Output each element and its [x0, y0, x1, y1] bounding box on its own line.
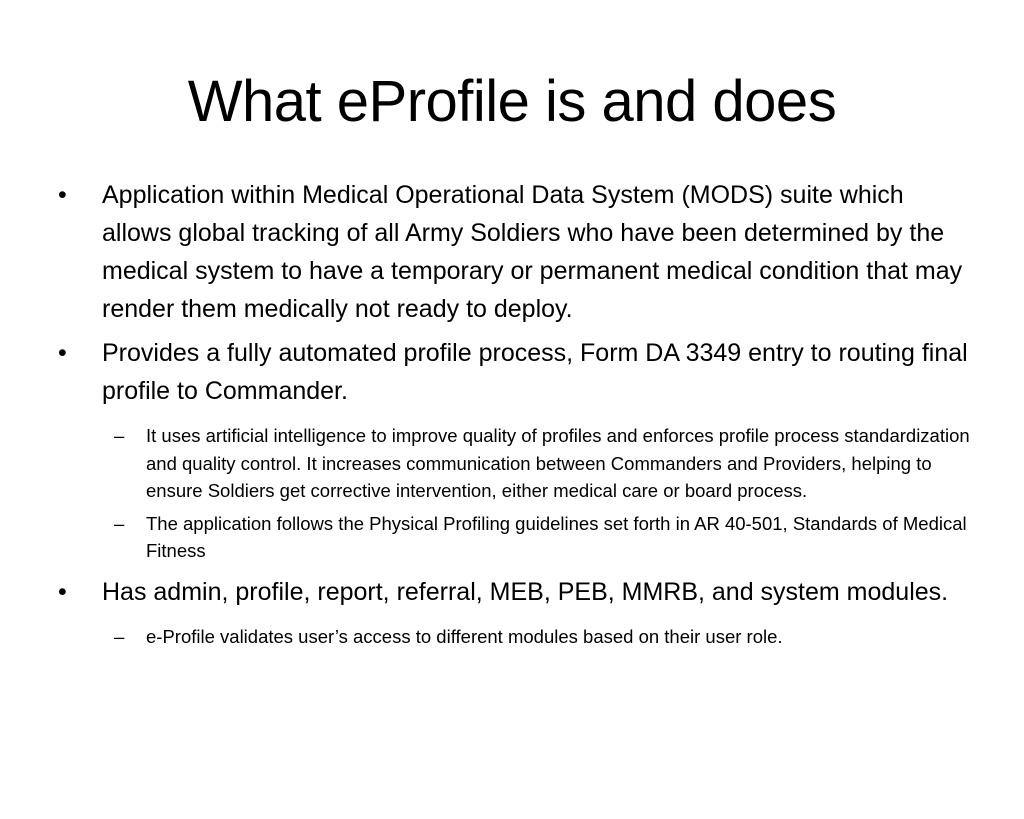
dash-icon: – — [114, 625, 125, 647]
dash-icon: – — [114, 425, 125, 446]
bullet-icon: • — [58, 181, 67, 209]
dash-icon: – — [114, 512, 125, 534]
sub-item-user-access — [56, 623, 971, 651]
bullet-text: Has admin, profile, report, referral, MEB, PEB, MMRB, and system modules. — [102, 577, 949, 606]
slide-content — [56, 176, 971, 658]
bullet-item-modules — [56, 573, 971, 611]
sub-item-text: e-Profile validates user’s access to different modules based on their user role. — [146, 625, 783, 647]
sub-item-text: It uses artificial intelligence to improve quality of profiles and enforces profile process standardization and quality control. It increases communication between Commanders and Providers, helping to ensure Soldiers get corrective intervention, either medical care or board process. — [146, 425, 970, 501]
sub-list-modules — [56, 623, 971, 651]
slide-title: What eProfile is and does — [187, 69, 837, 134]
bullet-icon: • — [58, 339, 67, 367]
bullet-item-mods-application — [56, 176, 971, 328]
sub-item-profiling-guidelines — [56, 510, 971, 565]
sub-item-text: The application follows the Physical Profiling guidelines set forth in AR 40-501, Standards of Medical Fitness — [146, 512, 967, 561]
sub-item-artificial-intelligence — [56, 422, 971, 505]
bullet-icon: • — [58, 577, 67, 606]
bullet-item-automated-process — [56, 334, 971, 410]
bullet-text: Provides a fully automated profile process, Form DA 3349 entry to routing final profile to Commander. — [102, 339, 968, 405]
sub-list-automated-process — [56, 422, 971, 565]
bullet-text: Application within Medical Operational Data System (MODS) suite which allows global tracking of all Army Soldiers who have been determined by the medical system to have a temporary or permanent medical condition that may render them medically not ready to deploy. — [102, 181, 963, 323]
